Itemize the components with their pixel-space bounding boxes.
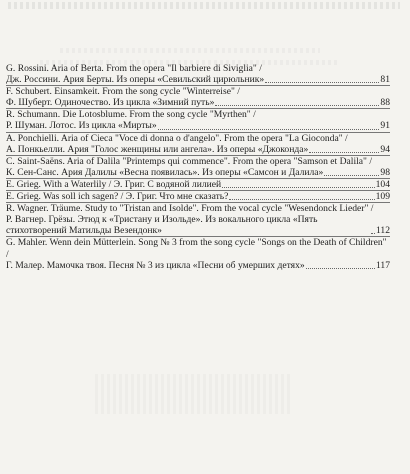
toc-entry-title-ru: Р. Вагнер. Грёзы. Этюд к «Тристану и Изольде». Из вокального цикла «Пять стихотворений Матильды Везендонк» <box>6 214 318 237</box>
toc-entry-title-ru: Г. Малер. Мамочка твоя. Песня № 3 из цикла «Песни об умерших детях» <box>6 259 305 271</box>
toc-entry-page: 117 <box>375 259 390 271</box>
leader-dots <box>265 82 379 83</box>
toc-entry-title-ru: Дж. Россини. Ария Берты. Из оперы «Севильский цирюльник» <box>6 74 265 86</box>
toc-entry-title-en: G. Mahler. Wenn dein Mütterlein. Song № 3 from the song cycle "Songs on the Death of Children" / <box>6 237 387 260</box>
toc-entry-title-ru: Ф. Шуберт. Одиночество. Из цикла «Зимний путь» <box>6 97 215 109</box>
leader-dots <box>215 105 379 106</box>
toc-entry <box>6 236 390 270</box>
toc-entry-page: 109 <box>375 191 390 203</box>
toc-entry-title-en: F. Schubert. Einsamkeit. From the song cycle "Winterreise" / <box>6 86 240 98</box>
toc-entry <box>6 178 390 190</box>
toc-entry-title-ru: Р. Шуман. Лотос. Из цикла «Мирты» <box>6 120 157 132</box>
toc-entry-page: 81 <box>380 74 390 86</box>
toc-entry-title: E. Grieg. Was soll ich sagen? / Э. Григ. Что мне сказать? <box>6 191 229 203</box>
bleed-through-text <box>8 2 400 9</box>
leader-dots <box>229 199 374 200</box>
leader-dots <box>324 175 379 176</box>
leader-dots <box>222 187 374 188</box>
toc-entry <box>6 85 390 108</box>
bleed-through-text <box>60 48 320 53</box>
toc-entry <box>6 108 390 131</box>
toc-entry-page: 91 <box>380 120 390 132</box>
toc-entry <box>6 155 390 178</box>
bleed-through-imprint <box>95 374 290 414</box>
toc-entry-page: 112 <box>375 225 390 237</box>
toc-entry <box>6 190 390 202</box>
toc-entry <box>6 132 390 155</box>
leader-dots <box>158 129 380 130</box>
toc-entry <box>6 63 390 85</box>
toc-entry-title-en: G. Rossini. Aria of Berta. From the opera "Il barbiere di Siviglia" / <box>6 63 262 74</box>
toc-entry-title-en: A. Ponchielli. Aria of Cieca "Voce di donna o d'angelo". From the opera "La Gioconda" / <box>6 132 348 144</box>
table-of-contents <box>6 63 390 271</box>
toc-entry-title: E. Grieg. With a Waterlily / Э. Григ. С водяной лилией <box>6 178 222 190</box>
toc-entry-title-en: C. Saint-Saëns. Aria of Dalila "Printemps qui commence". From the opera "Samson et Dalila" / <box>6 155 373 167</box>
toc-entry-title-ru: А. Понкьелли. Ария "Голос женщины или ангела». Из оперы «Джоконда» <box>6 143 309 155</box>
toc-entry-title-en: R. Schumann. Die Lotosblume. From the song cycle "Myrthen" / <box>6 109 256 121</box>
leader-dots <box>306 268 375 269</box>
toc-entry-title-ru: К. Сен-Санс. Ария Далилы «Весна появилась». Из оперы «Самсон и Далила» <box>6 166 324 178</box>
toc-entry-page: 98 <box>380 166 390 178</box>
toc-entry-title-en: R. Wagner. Träume. Study to "Tristan and Isolde". From the vocal cycle "Wesendonck Lieder" / <box>6 203 374 215</box>
toc-entry-page: 94 <box>380 143 390 155</box>
toc-entry-page: 88 <box>380 97 390 109</box>
toc-entry-page: 104 <box>375 178 390 190</box>
leader-dots <box>309 152 379 153</box>
toc-entry <box>6 202 390 236</box>
leader-dots <box>371 233 375 234</box>
